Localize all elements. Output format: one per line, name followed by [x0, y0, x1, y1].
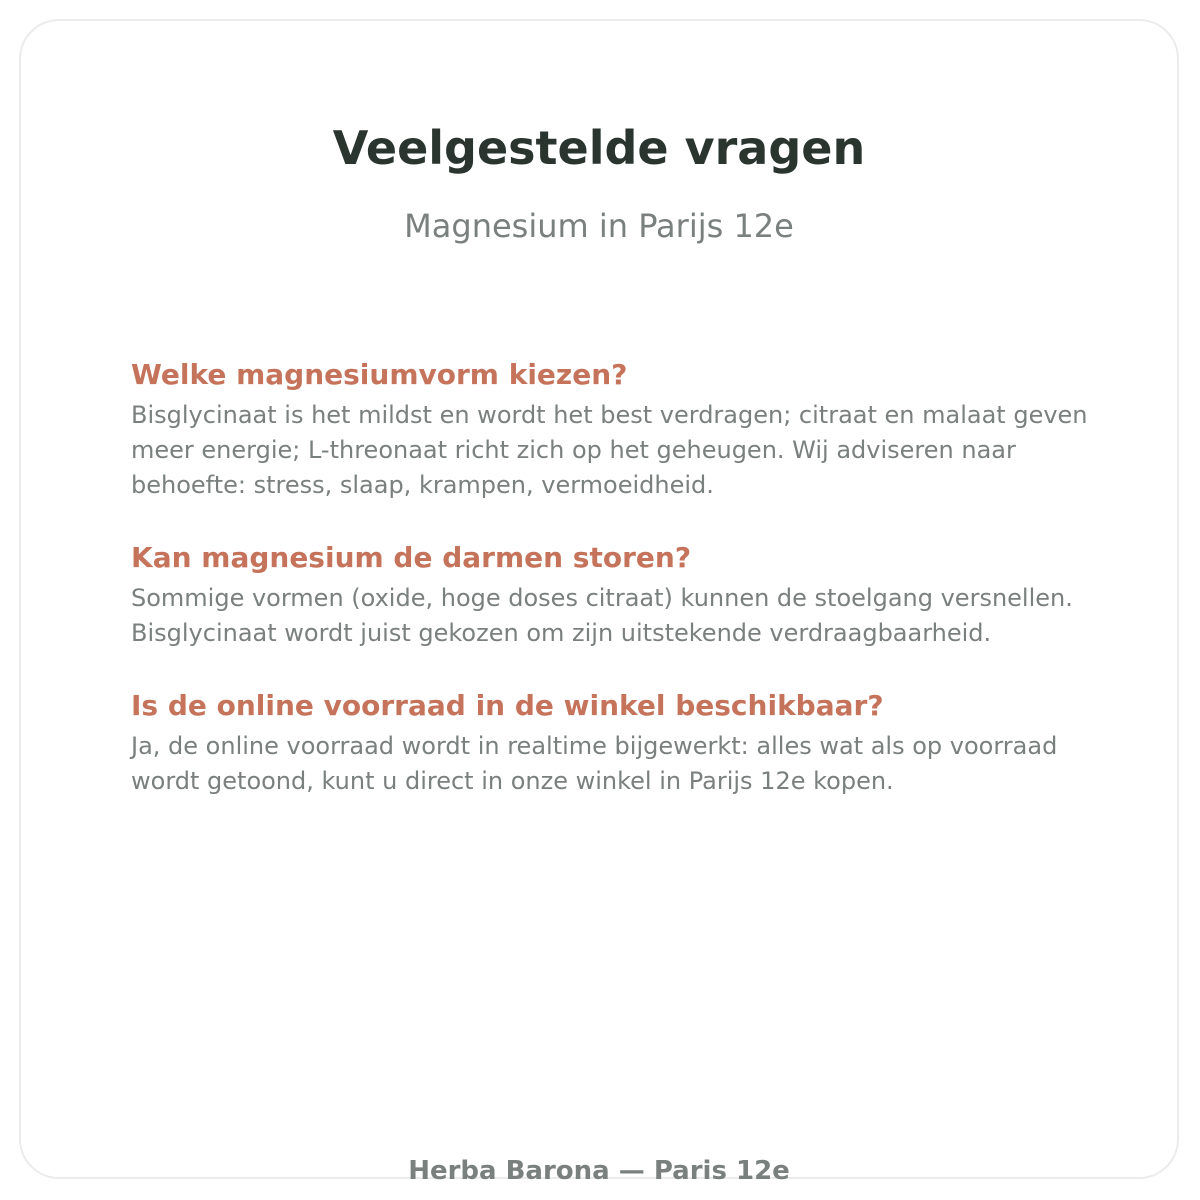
faq-item [131, 352, 1111, 503]
page-subtitle: Magnesium in Parijs 12e [404, 207, 794, 245]
page-title: Veelgestelde vragen [332, 121, 866, 175]
faq-answer: Bisglycinaat is het mildst en wordt het best verdragen; citraat en malaat geven meer energie; L-threonaat richt zich op het geheugen. Wij adviseren naar behoefte: stress, slaap, krampen, vermoeidheid. [131, 401, 1088, 499]
faq-answer: Ja, de online voorraad wordt in realtime bijgewerkt: alles wat als op voorraad wordt getoond, kunt u direct in onze winkel in Parijs 12e kopen. [131, 732, 1058, 795]
footer-brand: Herba Barona — Paris 12e [408, 1156, 790, 1186]
faq-question: Is de online voorraad in de winkel beschikbaar? [131, 689, 884, 722]
faq-card [19, 19, 1179, 1186]
faq-answer: Sommige vormen (oxide, hoge doses citraat) kunnen de stoelgang versnellen. Bisglycinaat wordt juist gekozen om zijn uitstekende verdraagbaarheid. [131, 584, 1073, 647]
faq-item [131, 683, 1111, 799]
faq-item [131, 535, 1111, 651]
faq-question: Welke magnesiumvorm kiezen? [131, 358, 628, 391]
faq-list [131, 352, 1111, 831]
faq-question: Kan magnesium de darmen storen? [131, 541, 692, 574]
